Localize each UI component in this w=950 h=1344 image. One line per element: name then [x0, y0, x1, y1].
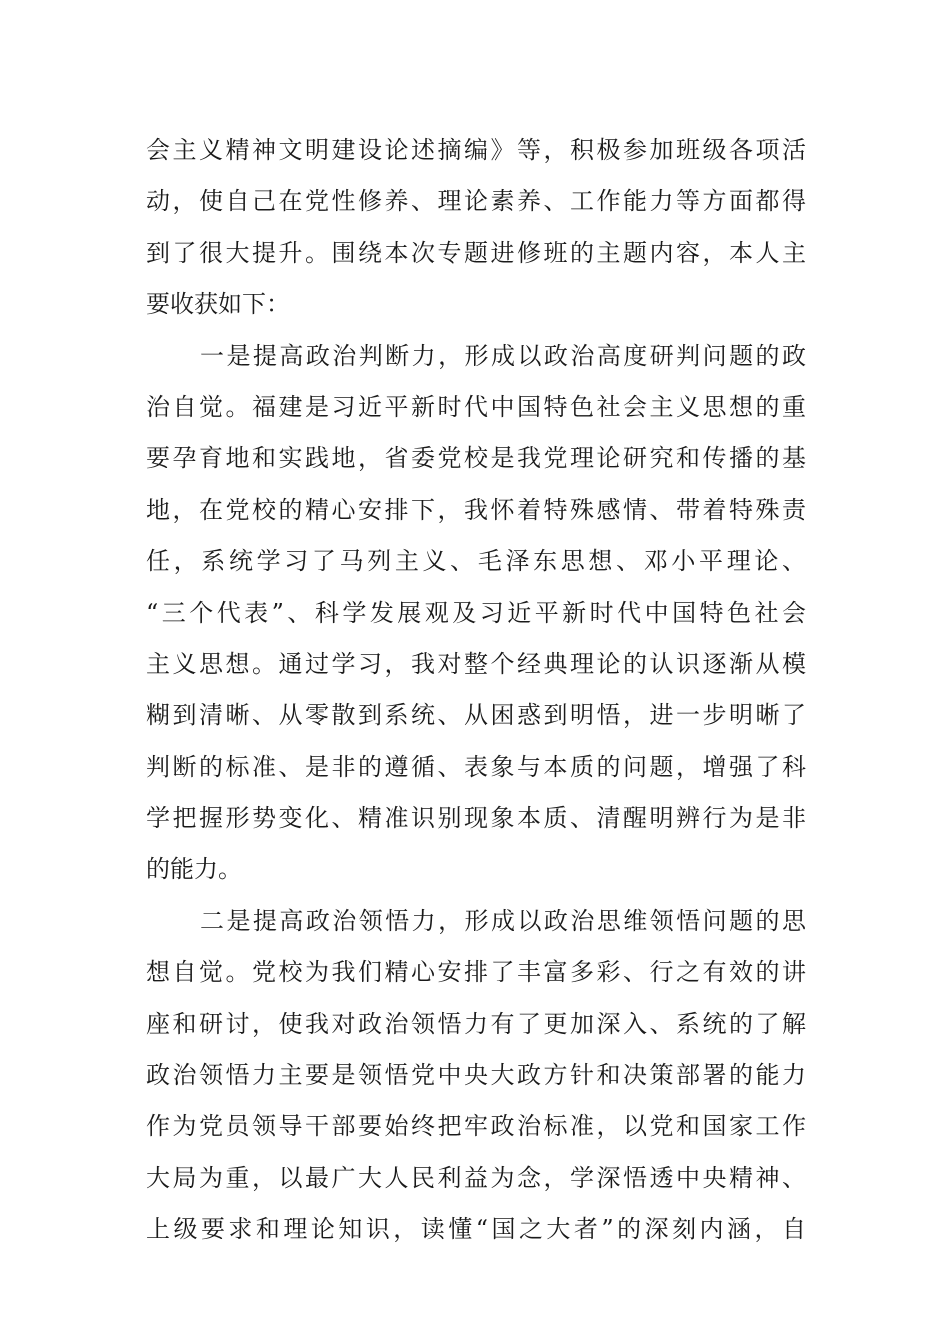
paragraph-first-line: 一是提高政治判断力，形成以政治高度研判问题的政 [200, 341, 806, 370]
text-line: 作为党员领导干部要始终把牢政治标准，以党和国家工作 [146, 1112, 806, 1141]
text-line: 座和研讨，使我对政治领悟力有了更加深入、系统的了解 [146, 1009, 806, 1038]
text-line: 政治领悟力主要是领悟党中央大政方针和决策部署的能力 [146, 1061, 806, 1090]
text-line: 判断的标准、是非的遵循、表象与本质的问题，增强了科 [146, 752, 806, 781]
text-line: 大局为重，以最广大人民利益为念，学深悟透中央精神、 [146, 1163, 806, 1192]
text-line: “三个代表”、科学发展观及习近平新时代中国特色社会 [146, 598, 806, 627]
text-line: 动，使自己在党性修养、理论素养、工作能力等方面都得 [146, 187, 806, 216]
text-line: 任，系统学习了马列主义、毛泽东思想、邓小平理论、 [146, 547, 806, 576]
document-page [146, 125, 806, 1256]
text-line: 治自觉。福建是习近平新时代中国特色社会主义思想的重 [146, 392, 806, 421]
text-line: 要收获如下： [146, 290, 290, 319]
text-line: 会主义精神文明建设论述摘编》等，积极参加班级各项活 [146, 136, 806, 164]
text-line: 糊到清晰、从零散到系统、从困惑到明悟，进一步明晰了 [146, 701, 806, 730]
text-line: 的能力。 [146, 855, 242, 884]
paragraph-first-line: 二是提高政治领悟力，形成以政治思维领悟问题的思 [200, 906, 806, 935]
text-line: 到了很大提升。围绕本次专题进修班的主题内容，本人主 [146, 238, 806, 267]
text-line: 主义思想。通过学习，我对整个经典理论的认识逐渐从模 [146, 649, 806, 678]
text-line: 地，在党校的精心安排下，我怀着特殊感情、带着特殊责 [146, 495, 806, 524]
text-line: 要孕育地和实践地，省委党校是我党理论研究和传播的基 [146, 444, 806, 473]
text-line: 学把握形势变化、精准识别现象本质、清醒明辨行为是非 [146, 804, 806, 833]
text-line: 上级要求和理论知识，读懂“国之大者”的深刻内涵，自 [146, 1215, 806, 1244]
text-line: 想自觉。党校为我们精心安排了丰富多彩、行之有效的讲 [146, 958, 806, 987]
